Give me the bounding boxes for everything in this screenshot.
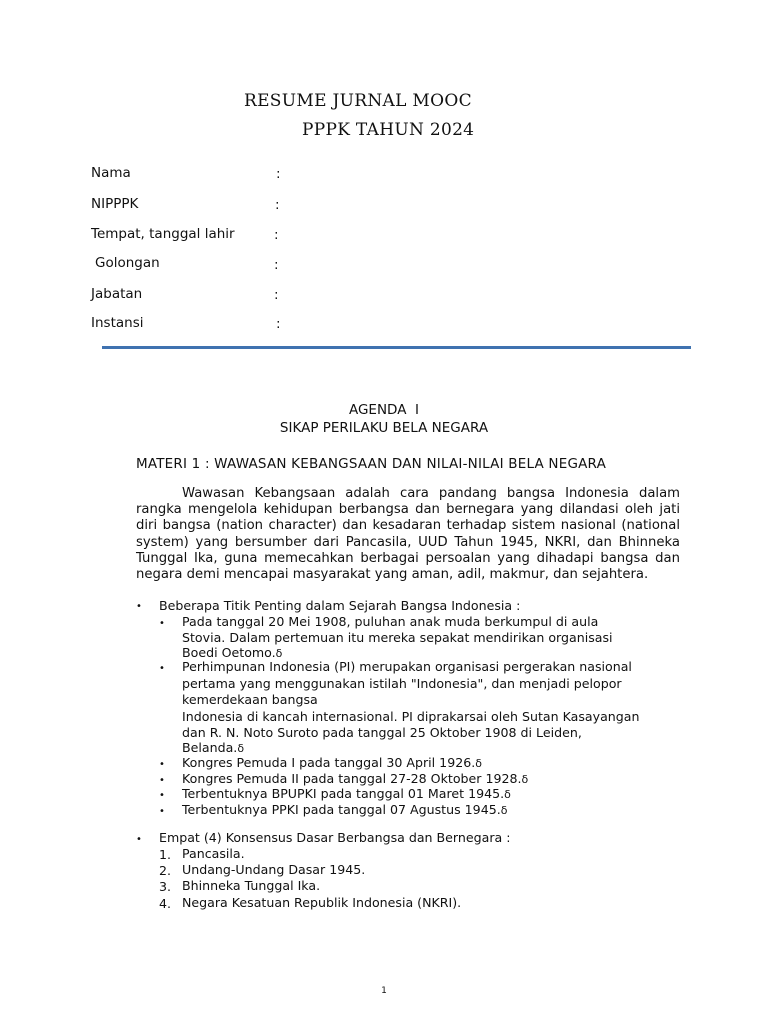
consensus-item: Pancasila. bbox=[182, 846, 245, 861]
history-item: Pada tanggal 20 Mei 1908, puluhan anak muda berkumpul di aula Stovia. Dalam pertemuan itu mereka sepakat mendirikan organisasi Boedi Oetomo.δ bbox=[182, 614, 613, 660]
agenda-subtitle: SIKAP PERILAKU BELA NEGARA bbox=[279, 420, 489, 436]
consensus-item: Bhinneka Tunggal Ika. bbox=[182, 878, 321, 893]
document-title: RESUME JURNAL MOOC bbox=[244, 91, 472, 111]
bullet-dot-icon: • bbox=[159, 806, 165, 817]
history-item: Perhimpunan Indonesia (PI) merupakan organisasi pergerakan nasional pertama yang menggunakan istilah "Indonesia", dan menjadi pelopor kemerdekaan bangsa bbox=[182, 659, 632, 707]
field-label-nama: Nama bbox=[91, 165, 131, 181]
consensus-item: Negara Kesatuan Republik Indonesia (NKRI). bbox=[182, 895, 462, 910]
field-colon: : bbox=[275, 197, 280, 213]
field-colon: : bbox=[276, 316, 281, 332]
bullet-dot-icon: • bbox=[136, 834, 142, 845]
history-item-continued: Indonesia di kancah internasional. PI diprakarsai oleh Sutan Kasayangan dan R. N. Noto Suroto pada tanggal 25 Oktober 1908 di Leiden, Belanda.δ bbox=[182, 709, 640, 755]
field-label-golongan: Golongan bbox=[95, 255, 160, 271]
bullet-dot-icon: • bbox=[159, 775, 165, 786]
body-paragraph: Wawasan Kebangsaan adalah cara pandang bangsa Indonesia dalam rangka mengelola kehidupan berbangsa dan bernegara yang dilandasi oleh jati diri bangsa (nation character) dan kesadaran terhadap sistem nasional (national system) yang bersumber dari Pancasila, UUD Tahun 1945, NKRI, dan Bhinneka Tunggal Ika, guna memecahkan berbagai persoalan yang dihadapi bangsa dan negara demi mencapai masyarakat yang aman, adil, makmur, dan sejahtera. bbox=[136, 486, 680, 583]
bullet-dot-icon: • bbox=[136, 601, 142, 612]
field-label-ttl: Tempat, tanggal lahir bbox=[91, 226, 235, 242]
list-number: 4. bbox=[159, 896, 172, 911]
agenda-title: AGENDA I bbox=[348, 402, 420, 418]
bullet-dot-icon: • bbox=[159, 790, 165, 801]
bullet-dot-icon: • bbox=[159, 759, 165, 770]
list-number: 1. bbox=[159, 847, 172, 862]
history-item: Terbentuknya BPUPKI pada tanggal 01 Maret 1945.δ bbox=[182, 786, 511, 801]
field-colon: : bbox=[274, 227, 279, 243]
bullet-dot-icon: • bbox=[159, 618, 165, 629]
list-number: 2. bbox=[159, 863, 172, 878]
end-mark: δ bbox=[475, 757, 482, 770]
field-colon: : bbox=[276, 166, 281, 182]
consensus-heading: Empat (4) Konsensus Dasar Berbangsa dan Bernegara : bbox=[159, 830, 511, 845]
field-label-instansi: Instansi bbox=[91, 315, 144, 331]
history-heading: Beberapa Titik Penting dalam Sejarah Bangsa Indonesia : bbox=[159, 598, 521, 613]
page-number: 1 bbox=[381, 986, 387, 996]
field-label-jabatan: Jabatan bbox=[91, 286, 143, 302]
end-mark: δ bbox=[275, 647, 283, 660]
history-item: Kongres Pemuda II pada tanggal 27-28 Oktober 1928.δ bbox=[182, 771, 529, 786]
end-mark: δ bbox=[500, 804, 508, 817]
document-subtitle: PPPK TAHUN 2024 bbox=[302, 120, 475, 140]
end-mark: δ bbox=[504, 788, 511, 801]
list-number: 3. bbox=[159, 879, 172, 894]
history-item: Kongres Pemuda I pada tanggal 30 April 1926.δ bbox=[182, 755, 482, 770]
header-divider bbox=[102, 346, 691, 349]
bullet-dot-icon: • bbox=[159, 663, 165, 674]
history-item: Terbentuknya PPKI pada tanggal 07 Agustus 1945.δ bbox=[182, 802, 508, 817]
field-label-nipppk: NIPPPK bbox=[91, 196, 139, 212]
consensus-item: Undang-Undang Dasar 1945. bbox=[182, 862, 366, 877]
field-colon: : bbox=[274, 257, 279, 273]
end-mark: δ bbox=[521, 773, 529, 786]
materi-heading: MATERI 1 : WAWASAN KEBANGSAAN DAN NILAI-NILAI BELA NEGARA bbox=[136, 456, 607, 472]
field-colon: : bbox=[274, 287, 279, 303]
end-mark: δ bbox=[237, 742, 245, 755]
